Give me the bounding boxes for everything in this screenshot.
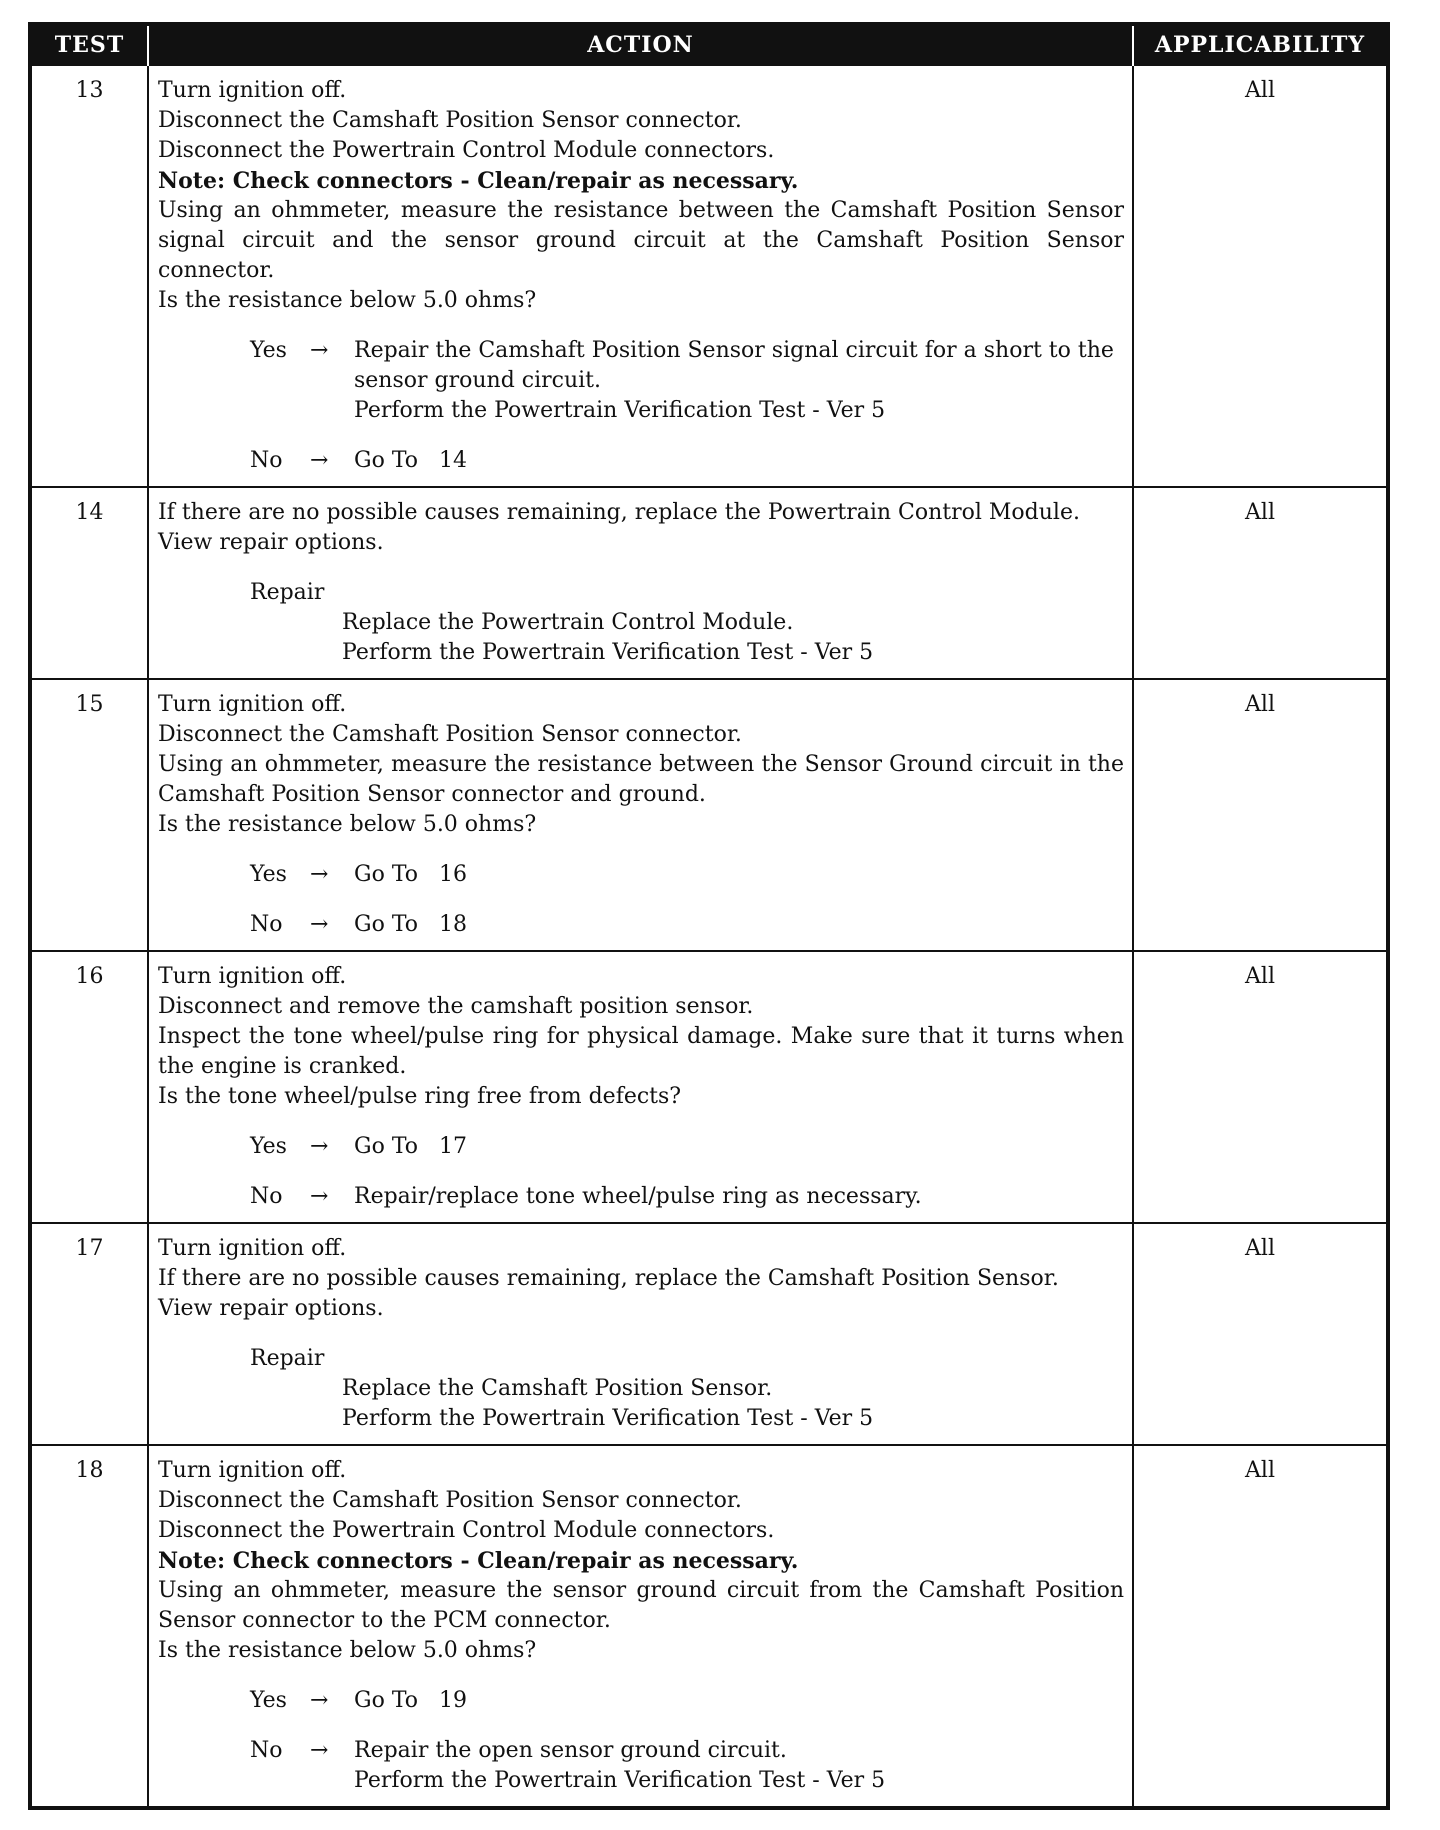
arrow-icon: → (310, 448, 329, 473)
action-content (149, 1224, 1132, 1444)
table-row (30, 951, 1388, 1223)
header-applicability: APPLICABILITY (1133, 24, 1388, 65)
table-row (30, 487, 1388, 679)
response-no (158, 446, 1124, 476)
response-label: Yes (250, 1688, 287, 1713)
test-number: 17 (75, 1236, 104, 1261)
applicability-cell (1133, 65, 1388, 487)
test-number-cell (30, 1223, 148, 1445)
table-body (30, 65, 1388, 1808)
action-line: If there are no possible causes remaining, replace the Camshaft Position Sensor. (158, 1266, 1059, 1291)
arrow-icon: → (310, 862, 329, 887)
action-line: View repair options. (158, 530, 384, 555)
response-body (354, 1132, 1124, 1162)
action-cell (148, 1445, 1133, 1808)
action-line: Turn ignition off. (158, 1458, 347, 1483)
response-body (354, 1686, 1124, 1716)
action-line: Is the resistance below 5.0 ohms? (158, 812, 537, 837)
applicability-value: All (1245, 1458, 1275, 1483)
response-yes (158, 1686, 1124, 1716)
header-test: TEST (30, 24, 148, 65)
test-number: 13 (75, 78, 104, 103)
repair-step: Replace the Powertrain Control Module. (342, 610, 794, 635)
test-number-cell (30, 1445, 148, 1808)
test-number-cell (30, 679, 148, 951)
action-cell (148, 65, 1133, 487)
table-row (30, 1223, 1388, 1445)
response-body (354, 446, 1124, 476)
arrow-icon: → (310, 338, 329, 363)
repair-block (158, 1344, 1124, 1434)
response-label: Yes (250, 1134, 287, 1159)
arrow-icon: → (310, 912, 329, 937)
test-number-cell (30, 65, 148, 487)
action-line: Disconnect the Powertrain Control Module connectors. (158, 1518, 775, 1543)
action-cell (148, 951, 1133, 1223)
repair-label: Repair (250, 580, 325, 605)
header-action: ACTION (148, 24, 1133, 65)
response-label: No (250, 1184, 283, 1209)
response-body (354, 336, 1124, 426)
repair-label: Repair (250, 1346, 325, 1371)
test-number: 14 (75, 500, 104, 525)
response-line: Repair the Camshaft Position Sensor signal circuit for a short to the sensor ground circuit. (354, 338, 1121, 393)
action-line: View repair options. (158, 1296, 384, 1321)
action-line: Is the resistance below 5.0 ohms? (158, 288, 537, 313)
applicability-value: All (1245, 692, 1275, 717)
test-number-cell (30, 487, 148, 679)
test-number-cell (30, 951, 148, 1223)
action-line: Using an ohmmeter, measure the sensor ground circuit from the Camshaft Position Sensor connector to the PCM connector. (158, 1578, 1124, 1633)
action-line: Turn ignition off. (158, 1236, 347, 1261)
action-content (149, 488, 1132, 678)
note-line: Note: Check connectors - Clean/repair as necessary. (158, 168, 799, 194)
response-body (354, 860, 1124, 890)
response-line: Repair the open sensor ground circuit. (354, 1738, 787, 1763)
arrow-icon: → (310, 1134, 329, 1159)
action-line: Turn ignition off. (158, 78, 347, 103)
test-number: 16 (75, 964, 104, 989)
action-line: Is the tone wheel/pulse ring free from defects? (158, 1084, 682, 1109)
arrow-icon: → (310, 1688, 329, 1713)
response-body (354, 1182, 1124, 1212)
action-line: Disconnect the Camshaft Position Sensor connector. (158, 722, 742, 747)
response-yes (158, 1132, 1124, 1162)
note-line: Note: Check connectors - Clean/repair as necessary. (158, 1548, 799, 1574)
action-line: Inspect the tone wheel/pulse ring for physical damage. Make sure that it turns when the engine is cranked. (158, 1024, 1124, 1079)
response-label: No (250, 448, 283, 473)
applicability-value: All (1245, 1236, 1275, 1261)
response-body (354, 910, 1124, 940)
repair-steps (250, 1374, 1124, 1434)
test-number: 18 (75, 1458, 104, 1483)
response-body (354, 1736, 1124, 1796)
action-line: Disconnect the Camshaft Position Sensor connector. (158, 108, 742, 133)
repair-block (158, 578, 1124, 668)
applicability-value: All (1245, 964, 1275, 989)
test-procedure-table (28, 22, 1390, 1810)
response-line: Go To 18 (354, 912, 467, 937)
table-row (30, 1445, 1388, 1808)
response-label: Yes (250, 862, 287, 887)
response-line: Perform the Powertrain Verification Test - Ver 5 (354, 398, 886, 423)
applicability-cell (1133, 679, 1388, 951)
repair-step: Perform the Powertrain Verification Test - Ver 5 (342, 1406, 874, 1431)
action-cell (148, 487, 1133, 679)
table-row (30, 65, 1388, 487)
test-number: 15 (75, 692, 104, 717)
response-line: Go To 14 (354, 448, 467, 473)
action-line: Is the resistance below 5.0 ohms? (158, 1638, 537, 1663)
action-content (149, 680, 1132, 950)
action-cell (148, 679, 1133, 951)
action-line: Turn ignition off. (158, 692, 347, 717)
response-line: Go To 19 (354, 1688, 467, 1713)
action-line: Disconnect the Camshaft Position Sensor connector. (158, 1488, 742, 1513)
action-line: Using an ohmmeter, measure the resistance between the Camshaft Position Sensor signal circuit and the sensor ground circuit at the Camshaft Position Sensor connector. (158, 198, 1124, 283)
table-header-row (30, 24, 1388, 65)
repair-step: Replace the Camshaft Position Sensor. (342, 1376, 773, 1401)
action-content (149, 952, 1132, 1222)
action-cell (148, 1223, 1133, 1445)
response-no (158, 1736, 1124, 1796)
arrow-icon: → (310, 1738, 329, 1763)
response-no (158, 910, 1124, 940)
response-label: Yes (250, 338, 287, 363)
action-line: Disconnect and remove the camshaft position sensor. (158, 994, 754, 1019)
arrow-icon: → (310, 1184, 329, 1209)
response-line: Repair/replace tone wheel/pulse ring as necessary. (354, 1184, 922, 1209)
response-label: No (250, 912, 283, 937)
applicability-cell (1133, 1223, 1388, 1445)
response-label: No (250, 1738, 283, 1763)
response-no (158, 1182, 1124, 1212)
action-content (149, 66, 1132, 486)
repair-step: Perform the Powertrain Verification Test - Ver 5 (342, 640, 874, 665)
table-row (30, 679, 1388, 951)
response-yes (158, 336, 1124, 426)
action-line: Turn ignition off. (158, 964, 347, 989)
applicability-cell (1133, 1445, 1388, 1808)
applicability-cell (1133, 487, 1388, 679)
applicability-cell (1133, 951, 1388, 1223)
action-content (149, 1446, 1132, 1806)
applicability-value: All (1245, 500, 1275, 525)
repair-steps (250, 608, 1124, 668)
response-yes (158, 860, 1124, 890)
action-line: Disconnect the Powertrain Control Module connectors. (158, 138, 775, 163)
response-line: Perform the Powertrain Verification Test - Ver 5 (354, 1768, 886, 1793)
applicability-value: All (1245, 78, 1275, 103)
action-line: If there are no possible causes remaining, replace the Powertrain Control Module. (158, 500, 1080, 525)
response-line: Go To 17 (354, 1134, 467, 1159)
response-line: Go To 16 (354, 862, 467, 887)
action-line: Using an ohmmeter, measure the resistance between the Sensor Ground circuit in the Camshaft Position Sensor connector and ground. (158, 752, 1124, 807)
